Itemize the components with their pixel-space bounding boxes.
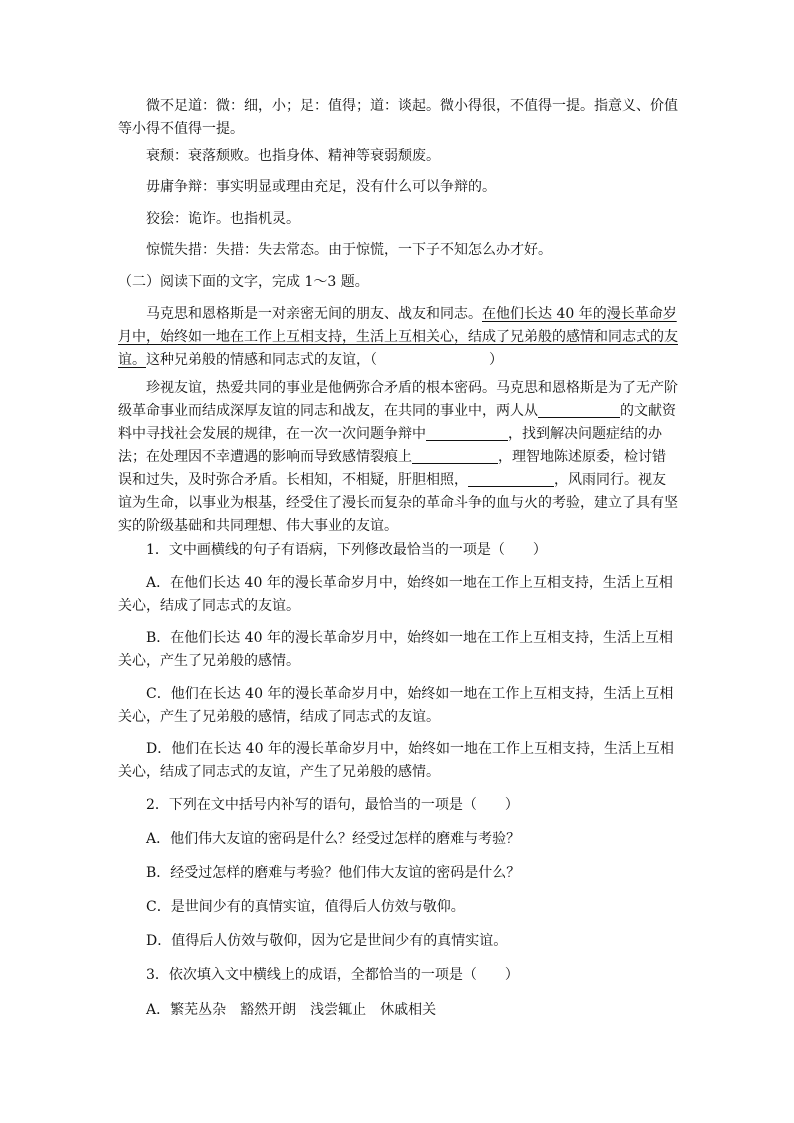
passage-intro: 马克思和恩格斯是一对亲密无间的朋友、战友和同志。 bbox=[146, 306, 482, 322]
passage-segment: 珍视友谊，热爱共同的事业是他俩弥合矛盾的根本密码。马克思和恩格斯是为了无产阶级革命事业而结成深厚友谊的同志和战友，在共同的事业中，两人从 bbox=[118, 380, 678, 419]
passage-segment: ，风雨同行。视友谊为生命，以事业为根基，经受住了漫长而复杂的革命斗争的血与火的考验，建立了具有坚实的阶级基础和共同理想、伟大事业的友谊。 bbox=[118, 472, 678, 534]
answer-option-b[interactable]: B．经受过怎样的磨难与考验？他们伟大友谊的密码是什么？ bbox=[146, 865, 521, 881]
fill-blank-4[interactable] bbox=[468, 471, 554, 487]
answer-option-b[interactable]: B．在他们长达 40 年的漫长革命岁月中，始终如一地在工作上互相支持，生活上互相关心，产生了兄弟般的感情。 bbox=[118, 630, 674, 669]
underlined-sentence: 在他们长达 40 年的漫长革命岁月中，始终如一地在工作上互相支持，生活上互相关心，结成了兄弟般的感情和同志式的友谊。 bbox=[118, 306, 678, 368]
passage-segment: 的文献资料中寻找社会发展的规律，在一次一次问题争辩中 bbox=[118, 403, 676, 442]
answer-option-a[interactable]: A．在他们长达 40 年的漫长革命岁月中，始终如一地在工作上互相支持，生活上互相关心，结成了同志式的友谊。 bbox=[118, 575, 673, 614]
answer-option-d[interactable]: D．值得后人仿效与敬仰，因为它是世间少有的真情实谊。 bbox=[146, 933, 508, 949]
answer-option-c[interactable]: C．是世间少有的真情实谊，值得后人仿效与敬仰。 bbox=[146, 899, 465, 915]
fill-blank-2[interactable] bbox=[426, 425, 508, 441]
definition-paragraph: 衰颓：衰落颓败。也指身体、精神等衰弱颓废。 bbox=[146, 148, 440, 164]
section-heading: （二）阅读下面的文字，完成 1～3 题。 bbox=[118, 274, 369, 290]
answer-option-c[interactable]: C．他们在长达 40 年的漫长革命岁月中，始终如一地在工作上互相支持，生活上互相关心，产生了兄弟般的感情，结成了同志式的友谊。 bbox=[118, 686, 674, 725]
passage-tail: 这种兄弟般的情感和同志式的友谊，（ ） bbox=[146, 352, 503, 368]
question-stem: 2．下列在文中括号内补写的语句，最恰当的一项是（ ） bbox=[146, 797, 519, 813]
definition-paragraph: 狡狯：诡诈。也指机灵。 bbox=[146, 211, 300, 227]
passage-segment: ，找到解决问题症结的办法；在处理因不幸遭遇的影响而导致感情裂痕上 bbox=[118, 426, 662, 465]
passage-paragraph-1 bbox=[118, 303, 678, 372]
definition-paragraph: 毋庸争辩：事实明显或理由充足，没有什么可以争辩的。 bbox=[146, 179, 496, 195]
answer-option-a[interactable]: A．他们伟大友谊的密码是什么？经受过怎样的磨难与考验？ bbox=[146, 831, 521, 847]
question-stem: 3．依次填入文中横线上的成语，全都恰当的一项是（ ） bbox=[146, 967, 519, 983]
definition-paragraph: 惊慌失措：失措：失去常态。由于惊慌，一下子不知怎么办才好。 bbox=[146, 242, 552, 258]
answer-option-a[interactable]: A．繁芜丛杂 豁然开朗 浅尝辄止 休戚相关 bbox=[146, 1002, 437, 1018]
passage-segment: ，理智地陈述原委，检讨错误和过失，及时弥合矛盾。长相知，不相疑，肝胆相照， bbox=[118, 449, 666, 488]
fill-blank-3[interactable] bbox=[412, 448, 498, 464]
passage-paragraph-2 bbox=[118, 377, 678, 538]
fill-blank-1[interactable] bbox=[538, 402, 620, 418]
definition-paragraph: 微不足道：微：细，小；足：值得；道：谈起。微小得很，不值得一提。指意义、价值等小得不值得一提。 bbox=[118, 98, 678, 137]
question-stem: 1．文中画横线的句子有语病，下列修改最恰当的一项是（ ） bbox=[146, 542, 547, 558]
answer-option-d[interactable]: D．他们在长达 40 年的漫长革命岁月中，始终如一地在工作上互相支持，生活上互相关心，结成了同志式的友谊，产生了兄弟般的感情。 bbox=[118, 741, 674, 780]
